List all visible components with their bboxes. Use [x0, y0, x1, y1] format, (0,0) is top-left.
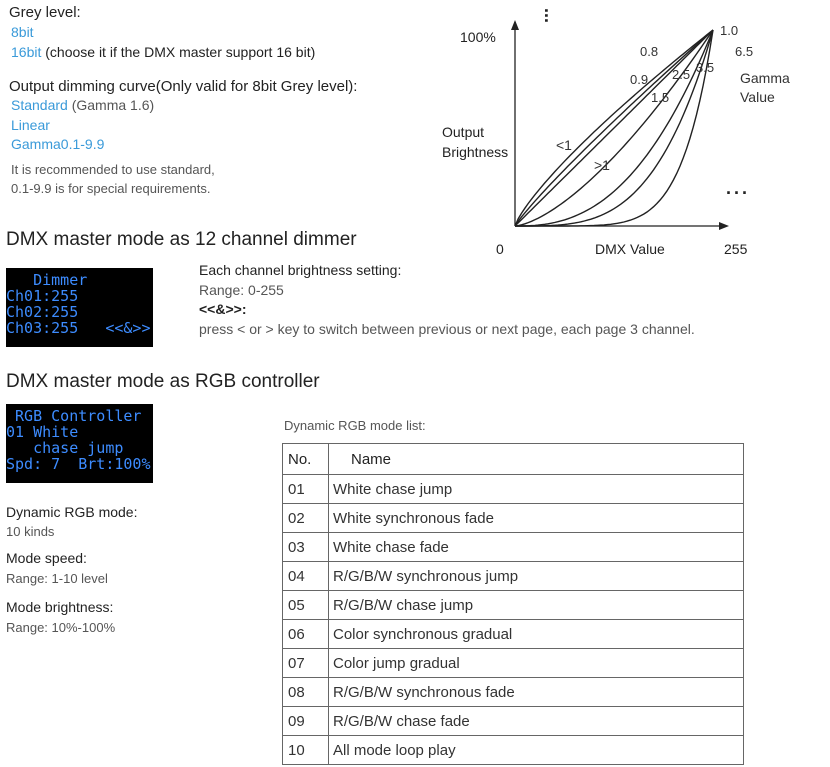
rgb-speed-value: Range: 1-10 level — [6, 571, 108, 586]
curve-gamma-option: Gamma0.1-9.9 — [11, 136, 105, 152]
mode-no: 04 — [283, 562, 329, 591]
dimmer-lcd-line: Ch03:255 <<&>> — [6, 319, 151, 337]
table-header-row — [283, 444, 744, 475]
mode-no: 08 — [283, 678, 329, 707]
gamma-curve-chart — [430, 8, 790, 264]
mode-name: White chase fade — [329, 533, 744, 562]
mode-no: 03 — [283, 533, 329, 562]
y-axis-arrow — [511, 20, 519, 30]
mode-name: All mode loop play — [329, 736, 744, 765]
mode-no: 09 — [283, 707, 329, 736]
mode-name: R/G/B/W chase jump — [329, 591, 744, 620]
curve-linear-option: Linear — [11, 117, 50, 133]
grey-16bit-note: (choose it if the DMX master support 16 bit) — [45, 44, 316, 60]
curve-standard-note: (Gamma 1.6) — [71, 97, 155, 113]
dimmer-keys: <<&>>: — [199, 301, 247, 317]
rgb-brightness-label: Mode brightness: — [6, 599, 114, 615]
mode-name: R/G/B/W synchronous jump — [329, 562, 744, 591]
gamma-curve-1 — [515, 30, 713, 226]
rgb-mode-label: Dynamic RGB mode: — [6, 504, 138, 520]
column-header-name: Name — [329, 444, 744, 475]
rgb-mode-list-title: Dynamic RGB mode list: — [284, 418, 426, 433]
table-row — [283, 591, 744, 620]
grey-16bit-link: 16bit — [11, 44, 42, 60]
dimmer-setting-title: Each channel brightness setting: — [199, 262, 402, 278]
x-end-label: 255 — [724, 241, 748, 257]
table-row — [283, 475, 744, 504]
dimmer-lcd-line: Ch01:255 — [6, 287, 79, 305]
region-label-gt1: >1 — [594, 157, 610, 173]
mode-no: 07 — [283, 649, 329, 678]
horizontal-ellipsis: ... — [726, 178, 751, 198]
y-axis-label-line2: Brightness — [442, 144, 509, 160]
gamma-label: 2.5 — [672, 67, 691, 82]
grey-8bit-option: 8bit — [11, 24, 34, 40]
gamma-label: 3.5 — [696, 60, 715, 75]
y-axis-label-line1: Output — [442, 124, 485, 140]
table-row — [283, 649, 744, 678]
curve-note-1: It is recommended to use standard, — [11, 162, 215, 177]
rgb-speed-label: Mode speed: — [6, 550, 87, 566]
rgb-lcd-line: RGB Controller — [6, 407, 142, 425]
gamma-label: 1.0 — [720, 23, 739, 38]
dimmer-lcd-line: Dimmer — [6, 271, 88, 289]
table-row — [283, 707, 744, 736]
rgb-lcd-line: 01 White — [6, 423, 79, 441]
mode-name: R/G/B/W chase fade — [329, 707, 744, 736]
curve-group-label-line2: Value — [740, 89, 775, 105]
table-row — [283, 533, 744, 562]
gamma-label: 0.9 — [630, 72, 649, 87]
mode-name: White chase jump — [329, 475, 744, 504]
gamma-label: 6.5 — [735, 44, 754, 59]
curve-group-label-line1: Gamma — [740, 70, 790, 86]
gamma-label: 0.8 — [640, 44, 659, 59]
x-axis-arrow — [719, 222, 729, 230]
curve-note-2: 0.1-9.9 is for special requirements. — [11, 181, 211, 196]
table-row — [283, 562, 744, 591]
mode-no: 02 — [283, 504, 329, 533]
curve-standard-option — [11, 97, 154, 113]
y-top-label: 100% — [460, 29, 496, 45]
table-row — [283, 504, 744, 533]
dimmer-lcd-line: Ch02:255 — [6, 303, 79, 321]
dimmer-press-note: press < or > key to switch between previous or next page, each page 3 channel. — [199, 321, 695, 337]
curve-standard-link: Standard — [11, 97, 68, 113]
dimmer-section-heading: DMX master mode as 12 channel dimmer — [6, 229, 357, 250]
rgb-section-heading: DMX master mode as RGB controller — [6, 371, 320, 392]
column-header-no: No. — [283, 444, 329, 475]
dimmer-lcd-display — [6, 268, 153, 347]
grey-16bit-option — [11, 44, 315, 60]
rgb-brightness-value: Range: 10%-100% — [6, 620, 116, 635]
grey-level-title: Grey level: — [9, 4, 81, 21]
mode-name: Color jump gradual — [329, 649, 744, 678]
table-row — [283, 620, 744, 649]
region-label-lt1: <1 — [556, 137, 572, 153]
mode-name: Color synchronous gradual — [329, 620, 744, 649]
table-row — [283, 736, 744, 765]
vertical-ellipsis: ... — [541, 8, 561, 24]
rgb-lcd-line: chase jump — [6, 439, 124, 457]
mode-no: 05 — [283, 591, 329, 620]
mode-no: 01 — [283, 475, 329, 504]
rgb-lcd-display — [6, 404, 153, 483]
dimmer-range: Range: 0-255 — [199, 282, 284, 298]
mode-no: 06 — [283, 620, 329, 649]
mode-name: R/G/B/W synchronous fade — [329, 678, 744, 707]
curve-title: Output dimming curve(Only valid for 8bit Grey level): — [9, 78, 358, 95]
rgb-mode-table — [282, 443, 744, 765]
mode-no: 10 — [283, 736, 329, 765]
table-row — [283, 678, 744, 707]
gamma-label: 1.5 — [651, 90, 670, 105]
mode-name: White synchronous fade — [329, 504, 744, 533]
x-axis-label: DMX Value — [595, 241, 665, 257]
x-start-label: 0 — [496, 241, 504, 257]
rgb-mode-value: 10 kinds — [6, 524, 55, 539]
rgb-lcd-line: Spd: 7 Brt:100% — [6, 455, 151, 473]
